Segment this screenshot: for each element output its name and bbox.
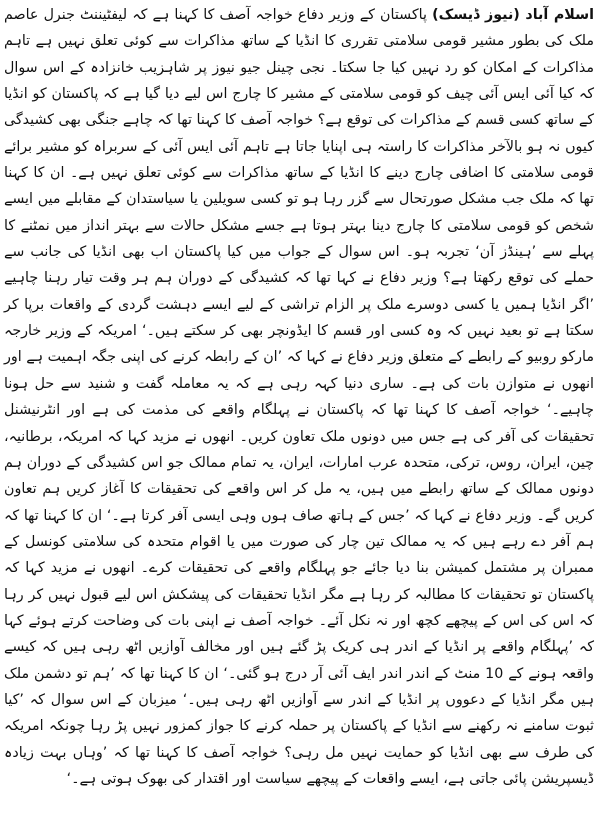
news-article [4, 2, 594, 792]
article-body: پاکستان کے وزیر دفاع خواجہ آصف کا کہنا ہے کہ لیفٹیننٹ جنرل عاصم ملک کی بطور مشیر قومی سلامتی تقرری کا انڈیا کے ساتھ مذاکرات سے کوئی تعلق نہیں ہے تاہم مذاکرات کے امکان کو رد نہیں کیا جا سکتا۔ نجی چینل جیو نیوز پر شاہزیب خانزادہ کے اس سوال کہ کیا آئی ایس آئی چیف کو قومی سلامتی کے مشیر کا چارج اس لیے دیا گیا ہے کہ پاکستان کو انڈیا کے ساتھ کسی قسم کے مذاکرات کی توقع ہے؟ خواجہ آصف کا کہنا تھا کہ چاہے جنگی بھی کشیدگی کیوں نہ ہو بالآخر مذاکرات کا راستہ ہی اپنایا جاتا ہے تاہم آئی ایس آئی کے سربراہ کو مشیر برائے قومی سلامتی کا اضافی چارج دینے کا انڈیا کے ساتھ مذاکرات سے کوئی تعلق نہیں ہے۔ ان کا کہنا تھا کہ ملک جب مشکل صورتحال سے گزر رہا ہو تو کسی سویلین یا سیاستدان کے مقابلے میں ایسے شخص کو قومی سلامتی کا چارج دینا بہتر ہوتا ہے جسے مشکل حالات سے بہتر انداز میں نمٹنے کا پہلے سے ’ہینڈز آن‘ تجربہ ہو۔ اس سوال کے جواب میں کیا پاکستان اب بھی انڈیا کی جانب سے حملے کی توقع رکھتا ہے؟ وزیر دفاع نے کہا تھا کہ کشیدگی کے دوران ہم ہر وقت تیار رہنا چاہیے ’اگر انڈیا ہمیں یا کسی دوسرے ملک پر الزام تراشی کے لیے ایسے دہشت گردی کے واقعات برپا کر سکتا ہے تو بعید نہیں کہ وہ کسی اور قسم کا ایڈونچر بھی کر سکتے ہیں۔‘ امریکہ کے وزیر خارجہ مارکو روبیو کے رابطے کے متعلق وزیر دفاع نے کہا کہ ’ان کے رابطہ کرنے کی اپنی جگہ اہمیت ہے اور انھوں نے متوازن بات کی ہے۔ ساری دنیا کہہ رہی ہے کہ یہ معاملہ گفت و شنید سے حل ہونا چاہیے۔‘ خواجہ آصف کا کہنا تھا کہ پاکستان نے پہلگام واقعے کی مذمت کی ہے اور انٹرنیشنل تحقیقات کی آفر کی ہے جس میں دونوں ملک تعاون کریں۔ انھوں نے مزید کہا کہ امریکہ، برطانیہ، چین، ایران، روس، ترکی، متحدہ عرب امارات، ایران، یہ تمام ممالک جو اس کشیدگی کے دوران ہم دونوں ممالک کے ساتھ رابطے میں ہیں، یہ مل کر اس واقعے کی تحقیقات کا آغاز کریں ہم تعاون کریں گے۔ وزیر دفاع نے کہا کہ ’جس کے ہاتھ صاف ہوں وہی ایسی آفر کرتا ہے۔‘ ان کا کہنا تھا کہ ہم آفر دے رہے ہیں کہ یہ ممالک تین چار کی صورت میں یا اقوام متحدہ کی سلامتی کونسل کے ممبران پر مشتمل کمیشن بنا دیا جائے جو پہلگام واقعے کی تحقیقات کرے۔ انھوں نے مزید کہا کہ پاکستان تو تحقیقات کا مطالبہ کر رہا ہے مگر انڈیا تحقیقات کی پیشکش اس لیے قبول نہیں کر رہا کہ اس کی اس کے پیچھے کچھ اور نہ نکل آئے۔ خواجہ آصف نے اپنی بات کی وضاحت کرتے ہوئے کہا کہ ’پہلگام واقعے پر انڈیا کے اندر ہی کریک پڑ گئے ہیں اور مخالف آوازیں اٹھ رہی ہیں کہ کیسے واقعہ ہونے کے 10 منٹ کے اندر اندر ایف آئی آر درج ہو گئی۔‘ ان کا کہنا تھا کہ ’ہم تو دشمن ملک ہیں مگر انڈیا کے دعووں پر انڈیا کے اندر سے آوازیں اٹھ رہی ہیں۔‘ میزبان کے اس سوال کہ ’کیا ثبوت سامنے نہ رکھنے سے انڈیا کے پاکستان پر حملہ کرنے کا جواز کمزور نہیں پڑ رہا چونکہ امریکہ کی طرف سے بھی انڈیا کو حمایت نہیں مل رہی؟ خواجہ آصف کا کہنا تھا کہ ’وہاں بہت زیادہ ڈیسپریشن پائی جاتی ہے، ایسے واقعات کے پیچھے سیاست اور اقتدار کی بھوک ہوتی ہے۔‘ [4, 7, 594, 787]
article-paragraph [4, 2, 594, 792]
dateline: اسلام آباد (نیوز ڈیسک) [432, 7, 595, 23]
